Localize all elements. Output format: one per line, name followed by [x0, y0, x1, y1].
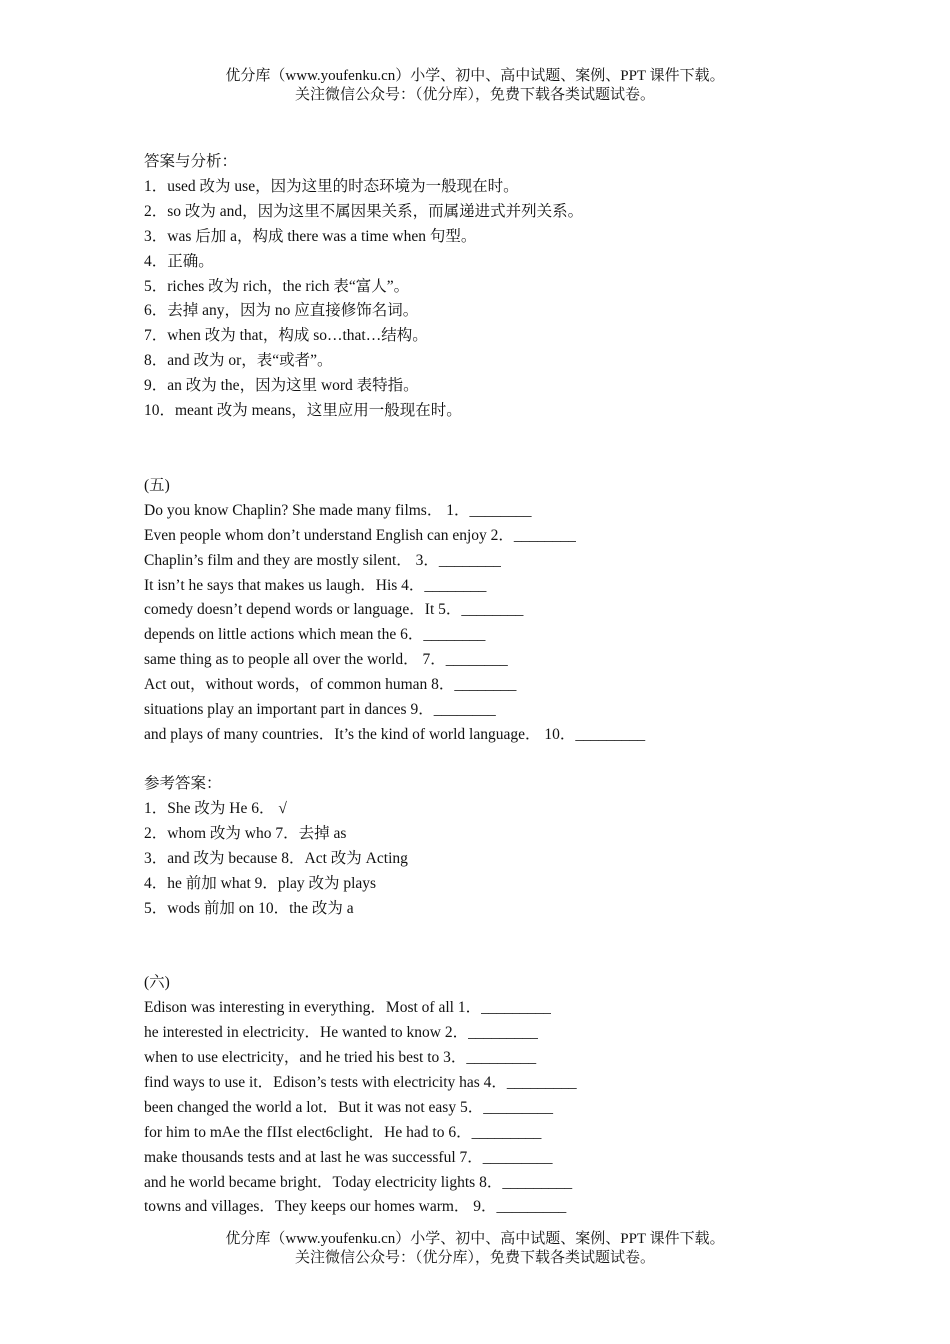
reference-answer: 2．whom 改为 who 7．去掉 as [144, 825, 347, 842]
section-six-title: (六) [144, 974, 170, 991]
passage-line: same thing as to people all over the world． 7．________ [144, 651, 508, 668]
answer-item: 7．when 改为 that，构成 so…that…结构。 [144, 327, 428, 344]
answer-item: 2．so 改为 and，因为这里不属因果关系，而属递进式并列关系。 [144, 203, 584, 220]
header-line-1: 优分库（www.youfenku.cn）小学、初中、高中试题、案例、PPT 课件下载。 [225, 68, 725, 84]
passage-line: and plays of many countries．It’s the kind of world language． 10．_________ [144, 726, 646, 743]
passage-line: situations play an important part in dances 9．________ [144, 701, 496, 718]
passage-line: for him to mAe the fIIst elect6clight．He had to 6．_________ [144, 1124, 542, 1141]
passage-line: depends on little actions which mean the 6．________ [144, 626, 486, 643]
reference-answer: 1．She 改为 He 6． √ [144, 800, 287, 817]
answer-item: 3．was 后加 a，构成 there was a time when 句型。 [144, 228, 477, 245]
passage-line: Act out，without words，of common human 8．________ [144, 676, 517, 693]
passage-line: find ways to use it．Edison’s tests with electricity has 4．_________ [144, 1074, 577, 1091]
reference-answers-title: 参考答案： [144, 775, 222, 792]
passage-line: and he world became bright．Today electricity lights 8．_________ [144, 1174, 573, 1191]
reference-answer: 3．and 改为 because 8．Act 改为 Acting [144, 850, 408, 867]
footer-line-2: 关注微信公众号：（优分库），免费下载各类试题试卷。 [294, 1250, 655, 1266]
passage-line: towns and villages．They keeps our homes warm． 9．_________ [144, 1198, 567, 1215]
answer-item: 9．an 改为 the，因为这里 word 表特指。 [144, 377, 419, 394]
passage-line: he interested in electricity．He wanted to know 2．_________ [144, 1024, 538, 1041]
header-line-2: 关注微信公众号：（优分库），免费下载各类试题试卷。 [294, 87, 655, 103]
passage-line: Even people whom don’t understand English can enjoy 2．________ [144, 527, 576, 544]
passage-line: make thousands tests and at last he was successful 7．_________ [144, 1149, 553, 1166]
page-header [0, 67, 950, 105]
passage-line: been changed the world a lot．But it was not easy 5．_________ [144, 1099, 553, 1116]
passage-line: Do you know Chaplin? She made many films． 1．________ [144, 502, 532, 519]
reference-answer: 5．wods 前加 on 10．the 改为 a [144, 900, 354, 917]
footer-line-1: 优分库（www.youfenku.cn）小学、初中、高中试题、案例、PPT 课件下载。 [225, 1231, 725, 1247]
passage-line: comedy doesn’t depend words or language．It 5．________ [144, 601, 524, 618]
answer-item: 5．riches 改为 rich，the rich 表“富人”。 [144, 278, 410, 295]
answer-analysis-title: 答案与分析： [144, 153, 238, 170]
passage-line: Chaplin’s film and they are mostly silent． 3．________ [144, 552, 501, 569]
passage-line: It isn’t he says that makes us laugh．His 4．________ [144, 577, 487, 594]
passage-line: when to use electricity，and he tried his best to 3．_________ [144, 1049, 537, 1066]
answer-item: 8．and 改为 or，表“或者”。 [144, 352, 333, 369]
answer-item: 4．正确。 [144, 253, 214, 270]
answer-item: 6．去掉 any，因为 no 应直接修饰名词。 [144, 302, 419, 319]
answer-item: 10．meant 改为 means，这里应用一般现在时。 [144, 402, 462, 419]
page-footer [0, 1230, 950, 1268]
passage-line: Edison was interesting in everything．Most of all 1．_________ [144, 999, 551, 1016]
reference-answer: 4．he 前加 what 9．play 改为 plays [144, 875, 377, 892]
answer-item: 1．used 改为 use，因为这里的时态环境为一般现在时。 [144, 178, 519, 195]
section-five-title: (五) [144, 477, 170, 494]
